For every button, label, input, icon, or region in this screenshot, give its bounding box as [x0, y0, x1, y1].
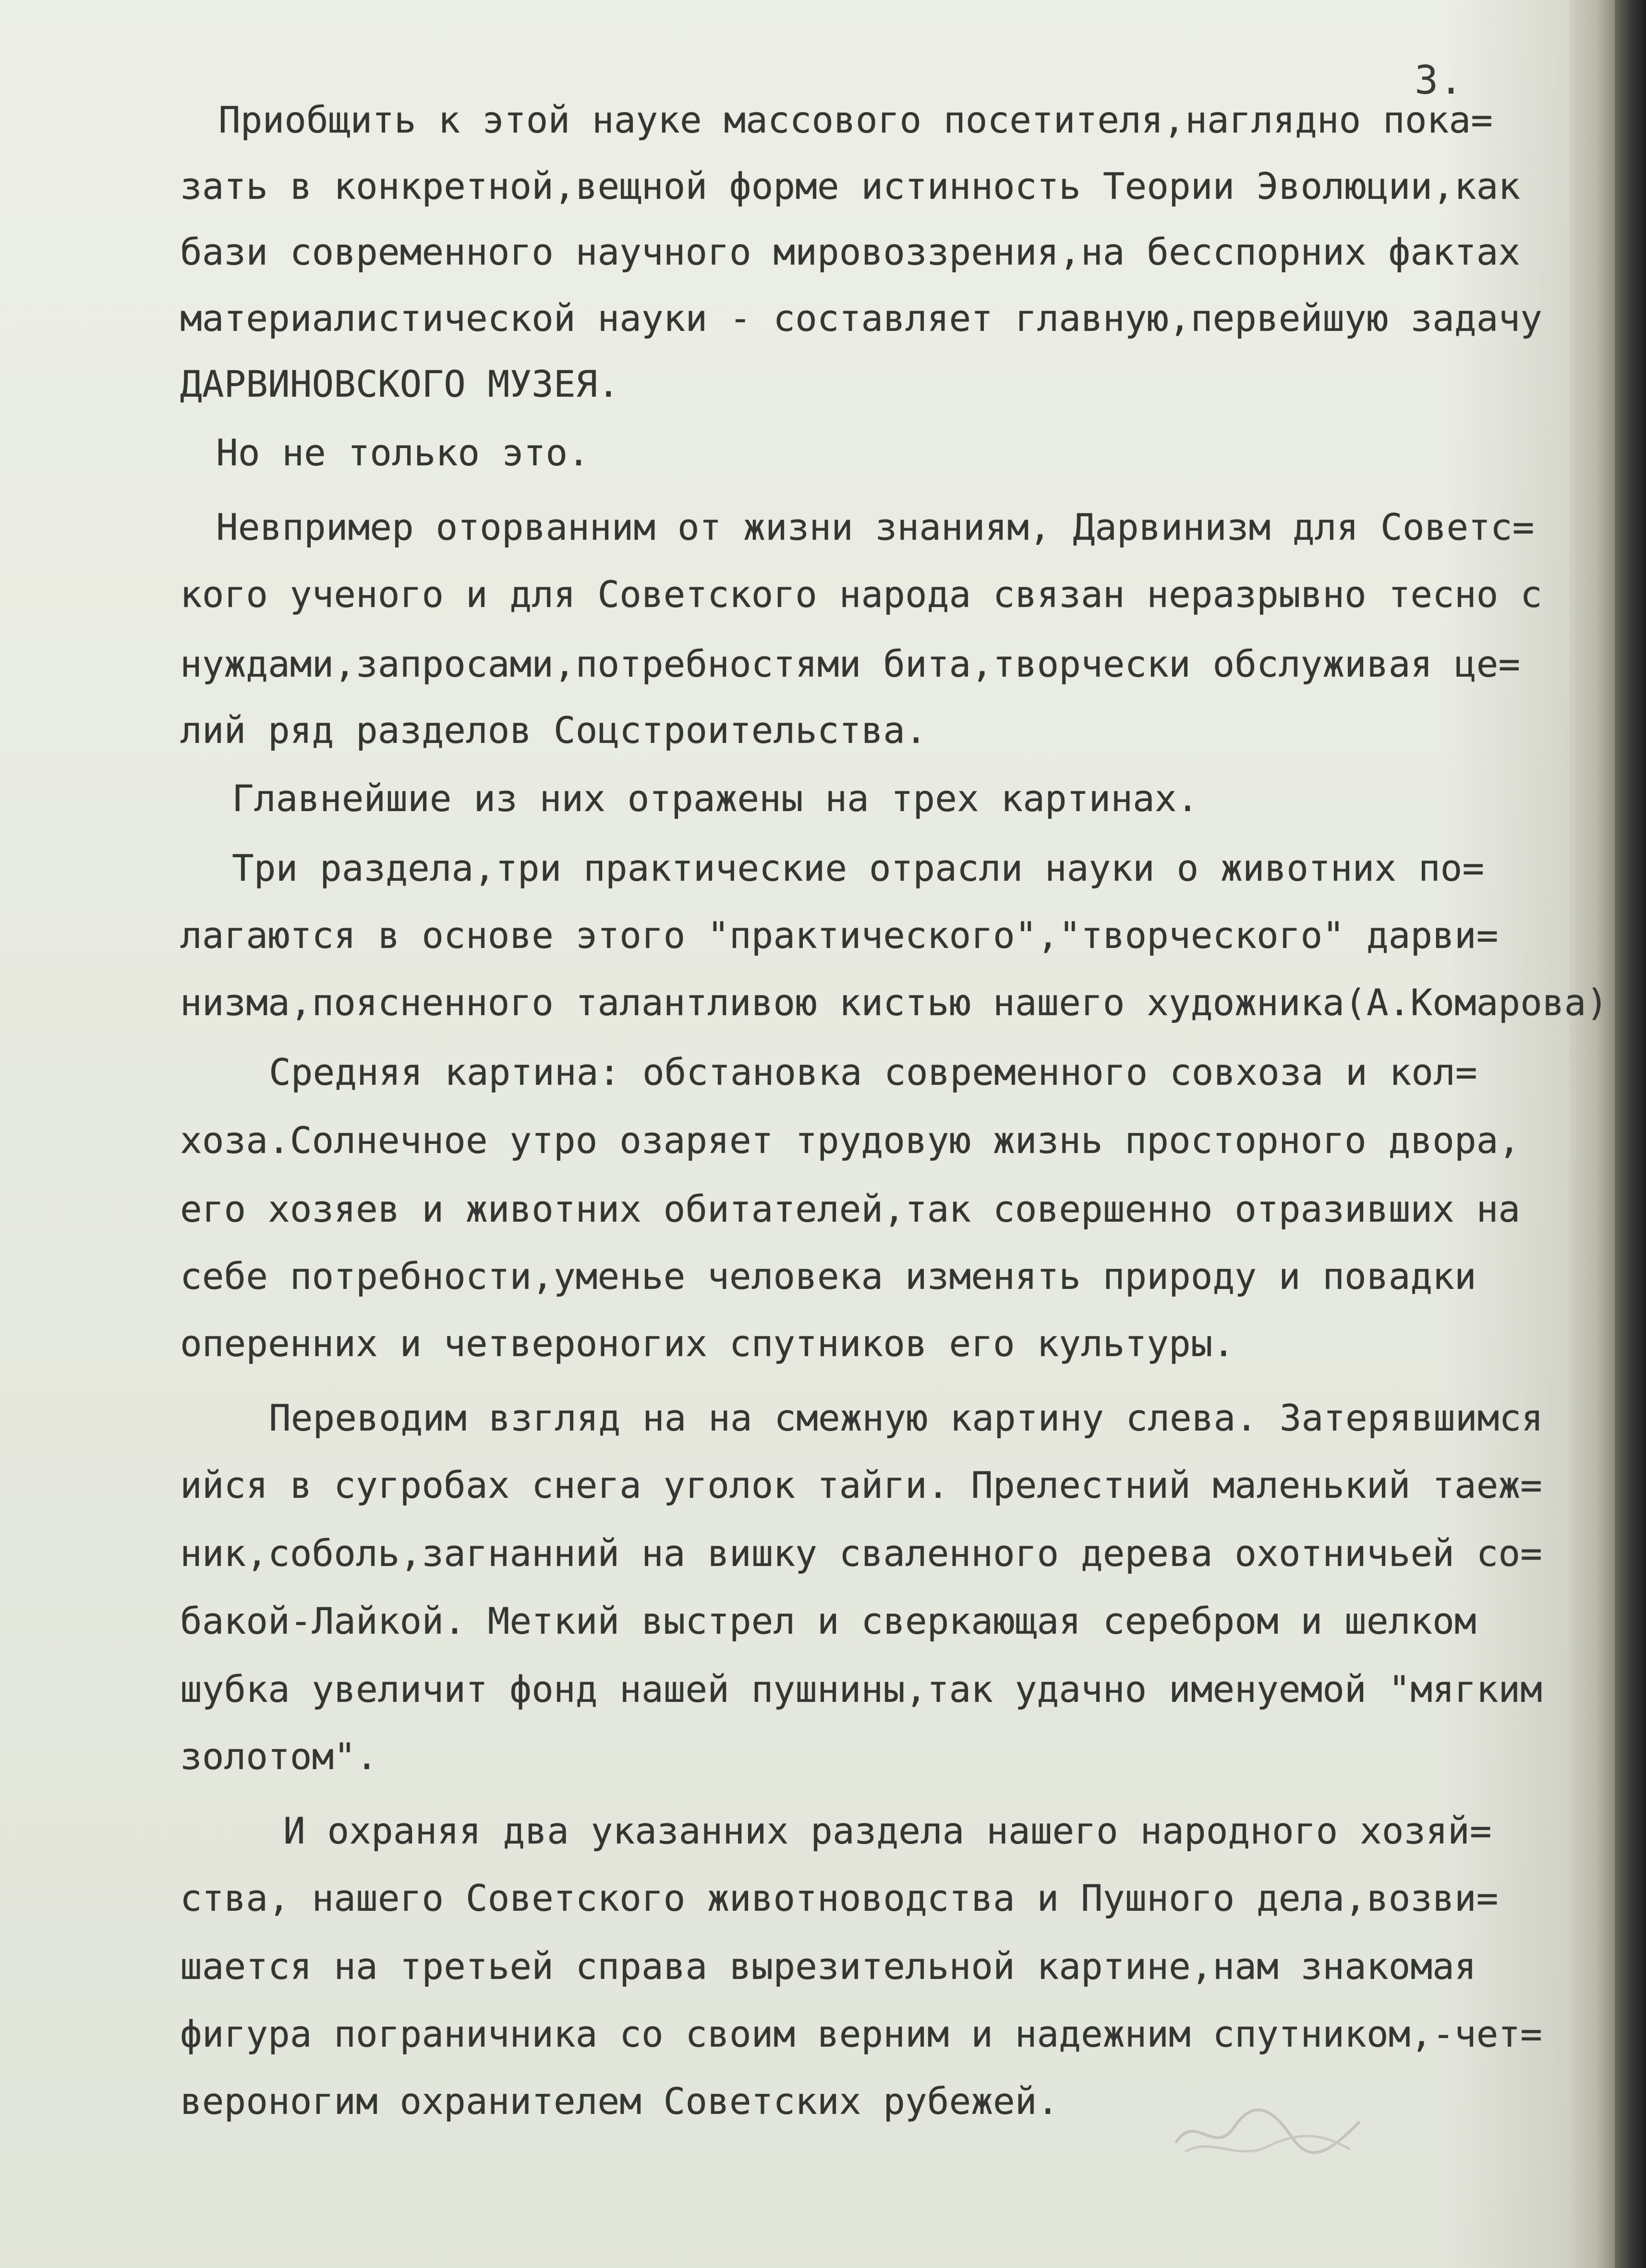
- text-line: бази современного научного мировоззрения,на бесспорних фактах: [180, 230, 1521, 273]
- text-line: лагаются в основе этого "практического","творческого" дарви=: [180, 914, 1499, 957]
- text-line: хоза.Солнечное утро озаряет трудовую жизнь просторного двора,: [180, 1119, 1521, 1162]
- text-line: материалистической науки - составляет главную,первейшую задачу: [180, 297, 1542, 340]
- text-line: себе потребности,уменье человека изменять природу и повадки: [180, 1255, 1477, 1298]
- text-line: ства, нашего Советского животноводства и Пушного дела,возви=: [180, 1877, 1499, 1919]
- text-line: Главнейшие из них отражены на трех картинах.: [232, 777, 1199, 820]
- faded-signature-stamp: [1167, 2094, 1368, 2166]
- binding-shadow: [1615, 0, 1646, 2268]
- text-line: лий ряд разделов Соцстроительства.: [180, 709, 927, 752]
- text-line: Средняя картина: обстановка современного совхоза и кол=: [269, 1051, 1477, 1093]
- text-line: Три раздела,три практические отрасли науки о животних по=: [232, 847, 1485, 889]
- text-line: низма,поясненного талантливою кистью нашего художника(А.Комарова): [180, 981, 1609, 1024]
- text-line: зать в конкретной,вещной форме истинность Теории Эволюции,как: [180, 165, 1521, 207]
- underlying-sheet-edge: [1569, 0, 1615, 2268]
- text-line: ДАРВИНОВСКОГО МУЗЕЯ.: [180, 363, 620, 405]
- text-line: Приобщить к этой науке массового посетителя,наглядно пока=: [218, 98, 1493, 141]
- text-line: кого ученого и для Советского народа связан неразрывно тесно с: [180, 573, 1542, 616]
- text-line: вероногим охранителем Советских рубежей.: [180, 2080, 1059, 2122]
- text-line: Невпример оторванним от жизни знаниям, Дарвинизм для Советс=: [216, 506, 1535, 548]
- text-line: его хозяев и животних обитателей,так совершенно отразивших на: [180, 1188, 1521, 1230]
- text-line: бакой-Лайкой. Меткий выстрел и сверкающая серебром и шелком: [180, 1600, 1477, 1642]
- text-line: шубка увеличит фонд нашей пушнины,так удачно именуемой "мягким: [180, 1668, 1542, 1710]
- text-line: шается на третьей справа вырезительной картине,нам знакомая: [180, 1945, 1477, 1988]
- text-line: ник,соболь,загнанний на вишку сваленного дерева охотничьей со=: [180, 1532, 1542, 1575]
- text-line: золотом".: [180, 1735, 378, 1778]
- text-line: нуждами,запросами,потребностями бита,творчески обслуживая це=: [180, 643, 1521, 685]
- text-line: ийся в сугробах снега уголок тайги. Прелестний маленький таеж=: [180, 1464, 1542, 1506]
- text-line: И охраняя два указанних раздела нашего народного хозяй=: [283, 1809, 1492, 1852]
- text-line: Но не только это.: [216, 431, 590, 474]
- text-line: фигура пограничника со своим верним и надежним спутником,-чет=: [180, 2013, 1542, 2055]
- page-number: 3.: [1415, 58, 1464, 103]
- text-line: оперенних и четвероногих спутников его культуры.: [180, 1322, 1235, 1365]
- text-line: Переводим взгляд на на смежную картину слева. Затерявшимся: [269, 1396, 1543, 1439]
